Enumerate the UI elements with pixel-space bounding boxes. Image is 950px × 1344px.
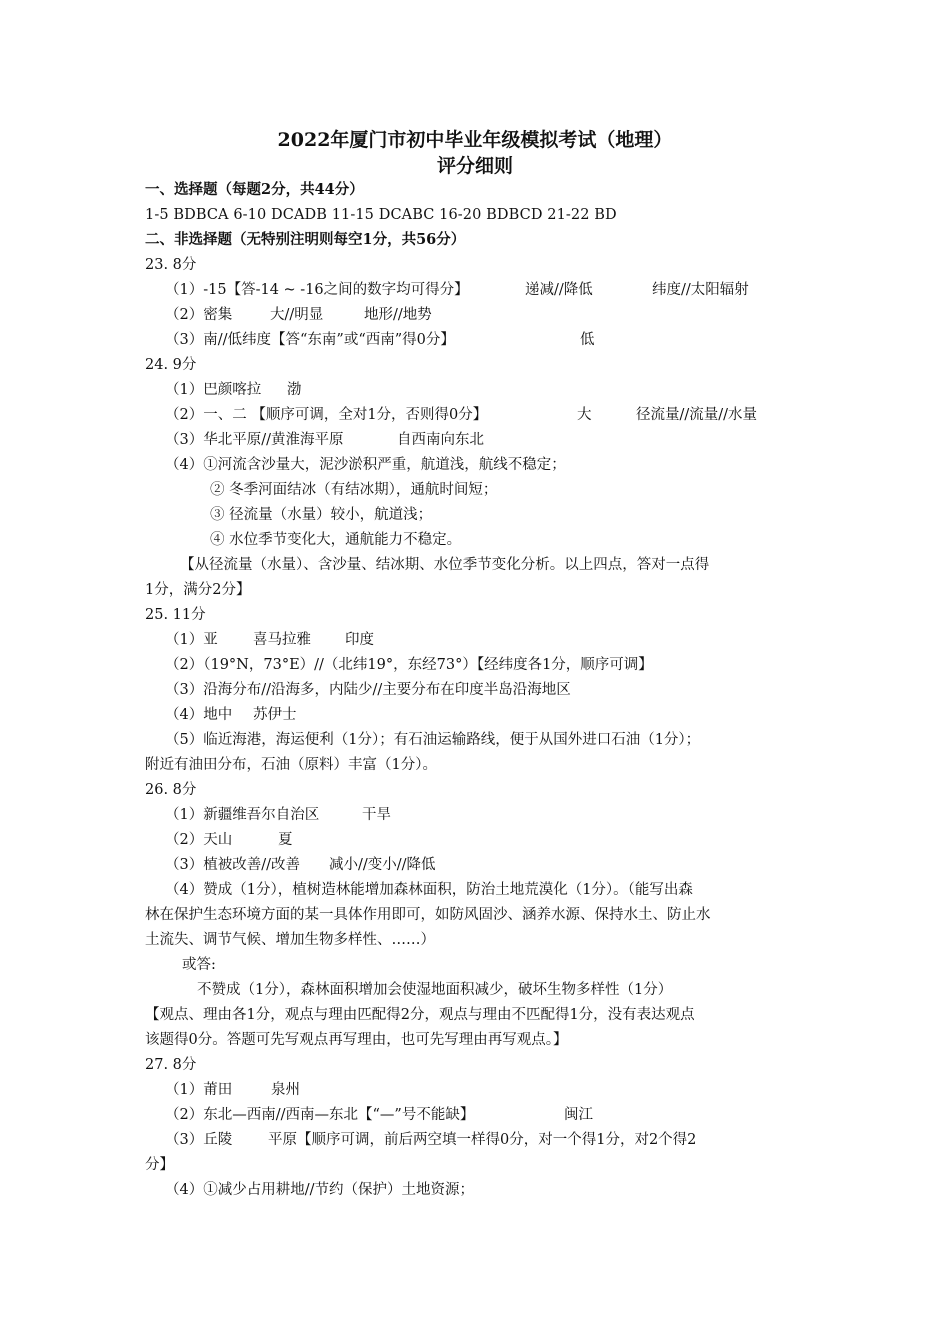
q23-line1-a: （1）-15【答-14 ~ -16之间的数字均可得分】 xyxy=(165,282,469,298)
q27-line5: （4）①减少占用耕地//节约（保护）土地资源； xyxy=(165,1182,474,1198)
q26-line10: 该题得0分。答题可先写观点再写理由，也可先写理由再写观点。】 xyxy=(145,1032,568,1048)
q26-line7: 或答: xyxy=(182,957,216,973)
q24-line5: ② 冬季河面结冰（有结冰期），通航时间短； xyxy=(210,482,498,498)
q25-line5: （5）临近海港，海运便利（1分）；有石油运输路线，便于从国外进口石油（1分）； xyxy=(165,732,701,748)
q25-line4-a: （4）地中 xyxy=(165,707,233,723)
q26-line3-a: （3）植被改善//改善 xyxy=(165,857,300,873)
q24-line2-b: 大 xyxy=(577,407,592,423)
q25-line1-a: （1）亚 xyxy=(165,632,218,648)
q23-header: 23. 8分 xyxy=(145,257,197,273)
q25-line2: （2）（19°N，73°E）//（北纬19°，东经73°）【经纬度各1分，顺序可调】 xyxy=(165,657,653,673)
q25-line1-c: 印度 xyxy=(345,632,374,648)
q23-line1-c: 纬度//太阳辐射 xyxy=(652,282,749,298)
q25-line4-b: 苏伊士 xyxy=(253,707,297,723)
q26-line2-a: （2）天山 xyxy=(165,832,233,848)
q27-line3-b: 平原【顺序可调，前后两空填一样得0分，对一个得1分，对2个得2 xyxy=(268,1132,697,1148)
q23-line2-a: （2）密集 xyxy=(165,307,233,323)
q24-line2-c: 径流量//流量//水量 xyxy=(636,407,758,423)
q25-header: 25. 11分 xyxy=(145,607,206,623)
q23-line2-b: 大//明显 xyxy=(270,307,324,323)
q27-line4: 分】 xyxy=(145,1157,174,1173)
q24-line1-a: （1）巴颜喀拉 xyxy=(165,382,262,398)
q25-line1-b: 喜马拉雅 xyxy=(253,632,311,648)
q23-line1-b: 递减//降低 xyxy=(525,282,593,298)
q27-line3-a: （3）丘陵 xyxy=(165,1132,233,1148)
q27-line1-a: （1）莆田 xyxy=(165,1082,233,1098)
q23-line2-c: 地形//地势 xyxy=(364,307,432,323)
section2-heading: 二、非选择题（无特别注明则每空1分，共56分） xyxy=(145,231,466,248)
q27-line1-b: 泉州 xyxy=(271,1082,300,1098)
q26-line1-b: 干旱 xyxy=(362,807,391,823)
q24-line1-b: 渤 xyxy=(287,382,302,398)
section1-heading: 一、选择题（每题2分，共44分） xyxy=(145,181,364,198)
q26-line2-b: 夏 xyxy=(278,832,293,848)
q24-line6: ③ 径流量（水量）较小，航道浅； xyxy=(210,507,433,523)
q24-line3-b: 自西南向东北 xyxy=(397,432,484,448)
q26-line3-b: 减小//变小//降低 xyxy=(329,857,436,873)
document-subtitle: 评分细则 xyxy=(436,155,513,177)
q26-line8: 不赞成（1分），森林面积增加会使湿地面积减少，破坏生物多样性（1分） xyxy=(197,982,673,998)
document-title: 2022年厦门市初中毕业年级模拟考试（地理） xyxy=(277,129,673,151)
choice-answers: 1-5 BDBCA 6-10 DCADB 11-15 DCABC 16-20 BDBCD 21-22 BD xyxy=(145,207,617,223)
q25-line6: 附近有油田分布，石油（原料）丰富（1分）。 xyxy=(145,757,437,773)
q24-line2-a: （2）一、二 【顺序可调，全对1分，否则得0分】 xyxy=(165,407,488,423)
q23-line3-a: （3）南//低纬度【答“东南”或“西南”得0分】 xyxy=(165,332,455,348)
q26-line4: （4）赞成（1分），植树造林能增加森林面积，防治土地荒漠化（1分）。（能写出森 xyxy=(165,882,693,898)
q26-line5: 林在保护生态环境方面的某一具体作用即可，如防风固沙、涵养水源、保持水土、防止水 xyxy=(145,907,711,923)
q26-line6: 土流失、调节气候、增加生物多样性、……） xyxy=(145,932,435,948)
q27-header: 27. 8分 xyxy=(145,1057,197,1073)
q24-line4: （4）①河流含沙量大，泥沙淤积严重，航道浅，航线不稳定； xyxy=(165,457,566,473)
q24-line3-a: （3）华北平原//黄淮海平原 xyxy=(165,432,344,448)
q24-header: 24. 9分 xyxy=(145,357,197,373)
q26-line1-a: （1）新疆维吾尔自治区 xyxy=(165,807,320,823)
q26-header: 26. 8分 xyxy=(145,782,197,798)
q25-line3: （3）沿海分布//沿海多，内陆少//主要分布在印度半岛沿海地区 xyxy=(165,682,571,698)
q27-line2-b: 闽江 xyxy=(564,1107,593,1123)
q24-line8: 【从径流量（水量）、含沙量、结冰期、水位季节变化分析。以上四点，答对一点得 xyxy=(180,557,710,573)
q23-line3-b: 低 xyxy=(580,332,595,348)
q26-line9: 【观点、理由各1分，观点与理由匹配得2分，观点与理由不匹配得1分，没有表达观点 xyxy=(145,1007,695,1023)
q27-line2-a: （2）东北—西南//西南—东北【“—”号不能缺】 xyxy=(165,1107,475,1123)
q24-line7: ④ 水位季节变化大，通航能力不稳定。 xyxy=(210,532,462,548)
q24-line9: 1分，满分2分】 xyxy=(145,582,251,598)
